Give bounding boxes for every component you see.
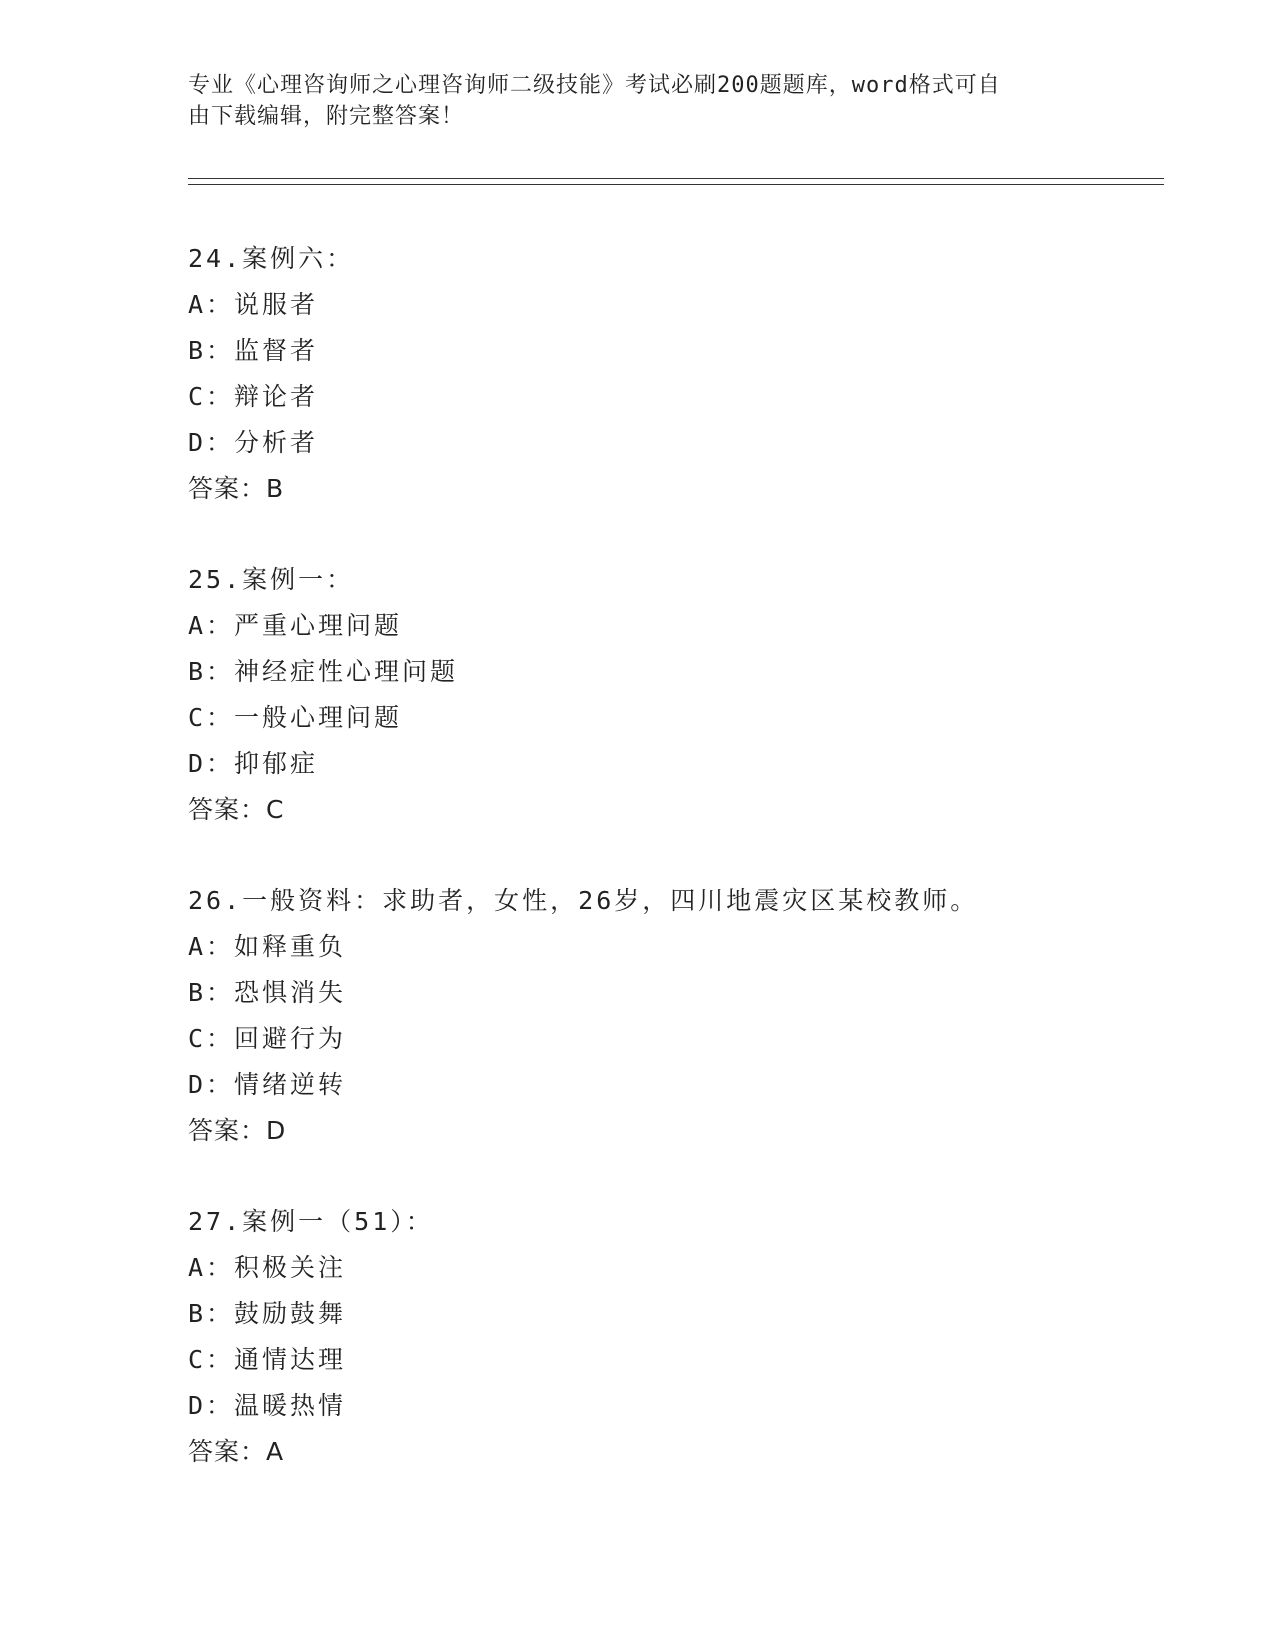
answer-line: 答案：A [188, 1437, 285, 1466]
answer-line: 答案：D [188, 1116, 287, 1145]
option-c: C：一般心理问题 [188, 703, 403, 732]
option-b: B：恐惧消失 [188, 978, 347, 1007]
document-header [188, 70, 1078, 132]
option-b: B：神经症性心理问题 [188, 657, 459, 686]
question-stem: 24.案例六： [188, 244, 355, 273]
question-stem: 25.案例一： [188, 565, 355, 594]
option-c: C：通情达理 [188, 1345, 347, 1374]
option-b: B：监督者 [188, 336, 319, 365]
question-stem: 27.案例一（51）： [188, 1207, 434, 1236]
option-d: D：情绪逆转 [188, 1070, 347, 1099]
option-a: A：积极关注 [188, 1253, 347, 1282]
answer-line: 答案：B [188, 474, 285, 503]
header-line-1: 专业《心理咨询师之心理咨询师二级技能》考试必刷200题题库，word格式可自 [188, 73, 1001, 98]
option-a: A：如释重负 [188, 932, 347, 961]
question-25 [188, 557, 1148, 833]
option-a: A：严重心理问题 [188, 611, 403, 640]
header-divider-bottom [188, 184, 1164, 185]
option-d: D：抑郁症 [188, 749, 319, 778]
question-27 [188, 1199, 1148, 1475]
question-26 [188, 878, 1148, 1154]
header-divider-top [188, 178, 1164, 179]
option-c: C：辩论者 [188, 382, 319, 411]
option-d: D：温暖热情 [188, 1391, 347, 1420]
answer-line: 答案：C [188, 795, 285, 824]
header-line-2: 由下载编辑，附完整答案！ [188, 104, 465, 129]
question-stem: 26.一般资料：求助者，女性，26岁，四川地震灾区某校教师。 [188, 886, 979, 915]
option-d: D：分析者 [188, 428, 319, 457]
question-24 [188, 236, 1148, 512]
option-b: B：鼓励鼓舞 [188, 1299, 347, 1328]
option-a: A：说服者 [188, 290, 319, 319]
option-c: C：回避行为 [188, 1024, 347, 1053]
